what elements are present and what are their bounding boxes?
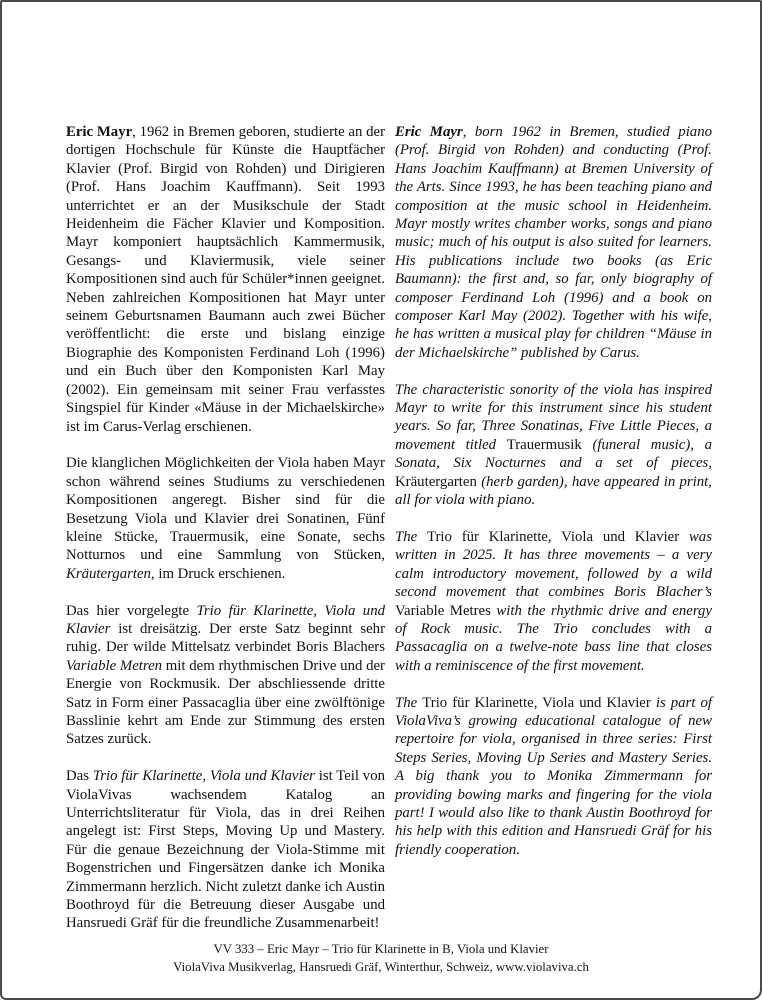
two-column-text-block bbox=[66, 123, 712, 933]
text-segment: ist dreisätzig. Der erste Satz beginnt sehr ruhig. Der wilde Mittelsatz verbindet Boris Blachers bbox=[66, 620, 385, 656]
paragraph bbox=[66, 767, 385, 933]
text-segment: , 1962 in Bremen geboren, studierte an der dortigen Hochschule für Künste die Hauptfächer Klavier (Prof. Birgid von Rohden) und Dirigieren (Prof. Hans Joachim Kauffmann). Seit 1993 unterrichtet er an der Musikschule der Stadt Heidenheim die Fächer Klavier und Komposition. Mayr komponiert hauptsächlich Kammermusik, Gesangs- und Klaviermusik, viele seiner Kompositionen sind auch für Schüler*innen geeignet. Neben zahlreichen Kompositionen hat Mayr unter seinem Geburtsnamen Baumann auch zwei Bücher veröffentlicht: die erste und bislang einzige Biographie des Komponisten Ferdinand Loh (1996) und ein Buch über den Komponisten Karl May (2002). Ein gemeinsam mit seiner Frau verfasstes Singspiel für Kinder «Mäuse in der Michaelskirche» ist im Carus-Verlag erschienen. bbox=[66, 124, 385, 435]
paragraph bbox=[66, 454, 385, 583]
german-text-column bbox=[66, 123, 385, 933]
text-segment: Kräutergarten bbox=[395, 473, 477, 490]
text-segment: was written in 2025. It has three movements – a very calm introductory movement, followed by a wild second movement that combines Boris Blacher’s bbox=[395, 528, 712, 601]
text-segment: The bbox=[395, 694, 423, 711]
footer-publisher-line: ViolaViva Musikverlag, Hansruedi Gräf, Winterthur, Schweiz, www.violaviva.ch bbox=[173, 960, 589, 974]
text-segment: Trio für Klarinette, Viola und Klavier bbox=[422, 694, 651, 711]
paragraph bbox=[395, 381, 712, 510]
text-segment: Das hier vorgelegte bbox=[66, 602, 197, 619]
text-segment: Die klanglichen Möglichkeiten der Viola haben Mayr schon während seines Studiums zu verschiedenen Kompositionen angeregt. Bisher sind für die Besetzung Viola und Klavier drei Sonatinen, Fünf kleine Stücke, Trauermusik, eine Sonate, sechs Notturnos und eine Sammlung von Stücken, bbox=[66, 455, 385, 564]
text-segment: Trio für Klarinette, Viola und Klavier bbox=[92, 768, 315, 785]
text-segment: Kräutergarten bbox=[66, 565, 151, 582]
text-segment: mit dem rhythmischen Drive und der Energie von Rockmusik. Der abschliessende dritte Satz in Form einer Passacaglia über eine zwölftönige Basslinie kehrt am Ende zur Stimmung des ersten Satzes zurück. bbox=[66, 657, 385, 748]
paragraph bbox=[395, 694, 712, 860]
text-segment: (herb garden), have appeared in print, all for viola with piano. bbox=[395, 473, 712, 509]
text-segment: with the rhythmic drive and energy of Rock music. The Trio concludes with a Passacaglia on a twelve-note bass line that closes with a reminiscence of the first movement. bbox=[395, 602, 712, 674]
text-segment: The bbox=[395, 528, 427, 545]
footer-edition-line: VV 333 – Eric Mayr – Trio für Klarinette in B, Viola und Klavier bbox=[213, 942, 549, 956]
text-segment: Variable Metren bbox=[66, 657, 163, 674]
text-segment: ist Teil von ViolaVivas wachsendem Katalog an Unterrichtsliteratur für Viola, das in drei Reihen angelegt ist: First Steps, Moving Up und Mastery. Für die genaue Bezeichnung der Viola-Stimme mit Bogenstrichen und Fingersätzen danke ich Monika Zimmermann herzlich. Nicht zuletzt danke ich Austin Boothroyd für die Betreuung dieser Ausgabe und Hansruedi Gräf für die freundliche Zusammenarbeit! bbox=[66, 768, 385, 932]
paragraph bbox=[66, 602, 385, 749]
text-segment: Eric Mayr bbox=[66, 124, 133, 140]
footer bbox=[2, 940, 760, 976]
paragraph bbox=[395, 123, 712, 362]
text-segment: Das bbox=[66, 768, 93, 785]
text-segment: Variable Metres bbox=[395, 602, 491, 619]
text-segment: Trauermusik bbox=[506, 436, 582, 453]
text-segment: Eric Mayr bbox=[395, 124, 463, 140]
text-segment: Trio für Klarinette, Viola und Klavier bbox=[426, 528, 680, 545]
text-segment: (funeral music), a Sonata, Six Nocturnes and a set of pieces, bbox=[395, 436, 712, 472]
paragraph bbox=[395, 528, 712, 675]
text-segment: , born 1962 in Bremen, studied piano (Prof. Birgid von Rohden) and conducting (Prof. Hans Joachim Kauffmann) at Bremen University of the Arts. Since 1993, he has been teaching piano and composition at the music school in Heidenheim. Mayr mostly writes chamber works, songs and piano music; much of his output is also suited for learners. His publications include two books (as Eric Baumann): the first and, so far, only biography of composer Ferdinand Loh (1996) and a book on composer Karl May (2002). Together with his wife, he has written a musical play for children “Mäuse in der Michaelskirche” published by Carus. bbox=[395, 124, 712, 361]
text-segment: Trio für Klarinette, Viola und Klavier bbox=[66, 602, 385, 637]
paragraph bbox=[66, 123, 385, 436]
text-segment: The characteristic sonority of the viola has inspired Mayr to write for this instrument since his student years. So far, Three Sonatinas, Five Little Pieces, a movement titled bbox=[395, 381, 712, 453]
text-segment: is part of ViolaViva’s growing educational catalogue of new repertoire for viola, organised in three series: First Steps Series, Moving Up Series and Mastery Series. A big thank you to Monika Zimmermann for providing bowing marks and fingering for the viola part! I would also like to thank Austin Boothroyd for his help with this edition and Hansruedi Gräf for his friendly cooperation. bbox=[395, 694, 712, 858]
english-text-column bbox=[395, 123, 712, 933]
text-segment: , im Druck erschienen. bbox=[150, 565, 286, 582]
